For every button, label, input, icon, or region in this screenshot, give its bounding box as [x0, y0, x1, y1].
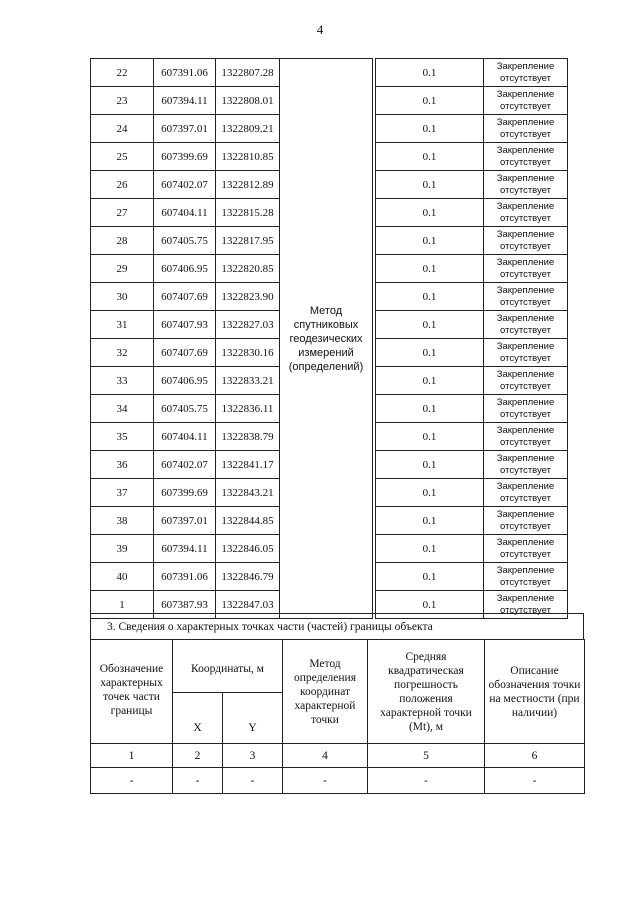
point-accuracy: 0.1: [376, 591, 484, 619]
point-accuracy: 0.1: [376, 395, 484, 423]
point-y: 1322808.01: [216, 87, 280, 115]
fixing-line-2: отсутствует: [500, 324, 551, 336]
fixing-line-1: Закрепление: [496, 228, 555, 240]
point-number: 35: [91, 423, 154, 451]
point-x: 607394.11: [154, 87, 216, 115]
fixing-line-1: Закрепление: [496, 60, 555, 72]
col-number-2: 2: [173, 744, 223, 768]
header-y: Y: [223, 693, 283, 744]
header-accuracy: Средняя квадратическая погрешность положения характерной точки (Mt), м: [368, 640, 485, 744]
header-description: Описание обозначения точки на местности (при наличии): [485, 640, 585, 744]
point-number: 32: [91, 339, 154, 367]
fixing-line-2: отсутствует: [500, 128, 551, 140]
point-x: 607391.06: [154, 59, 216, 87]
point-fixing: [484, 507, 568, 535]
fixing-line-1: Закрепление: [496, 340, 555, 352]
point-x: 607399.69: [154, 143, 216, 171]
point-x: 607407.69: [154, 283, 216, 311]
point-y: 1322807.28: [216, 59, 280, 87]
point-y: 1322820.85: [216, 255, 280, 283]
point-x: 607399.69: [154, 479, 216, 507]
point-number: 1: [91, 591, 154, 619]
point-number: 24: [91, 115, 154, 143]
point-x: 607397.01: [154, 507, 216, 535]
point-accuracy: 0.1: [376, 199, 484, 227]
point-y: 1322836.11: [216, 395, 280, 423]
point-fixing: [484, 423, 568, 451]
point-number: 36: [91, 451, 154, 479]
point-accuracy: 0.1: [376, 255, 484, 283]
fixing-line-2: отсутствует: [500, 296, 551, 308]
point-number: 25: [91, 143, 154, 171]
point-number: 39: [91, 535, 154, 563]
point-fixing: [484, 479, 568, 507]
fixing-line-2: отсутствует: [500, 352, 551, 364]
col-number-4: 4: [283, 744, 368, 768]
point-y: 1322809.21: [216, 115, 280, 143]
fixing-line-2: отсутствует: [500, 212, 551, 224]
point-number: 29: [91, 255, 154, 283]
point-x: 607406.95: [154, 255, 216, 283]
point-accuracy: 0.1: [376, 535, 484, 563]
col-number-6: 6: [485, 744, 585, 768]
point-x: 607402.07: [154, 451, 216, 479]
header-x: X: [173, 693, 223, 744]
fixing-line-2: отсутствует: [500, 184, 551, 196]
header-coordinates: Координаты, м: [173, 640, 283, 693]
empty-cell-3: -: [223, 768, 283, 794]
point-fixing: [484, 199, 568, 227]
fixing-line-1: Закрепление: [496, 424, 555, 436]
coordinates-table: [90, 58, 568, 619]
fixing-line-1: Закрепление: [496, 452, 555, 464]
point-fixing: [484, 563, 568, 591]
header-method: Метод определения координат характерной точки: [283, 640, 368, 744]
fixing-line-2: отсутствует: [500, 520, 551, 532]
point-number: 37: [91, 479, 154, 507]
empty-cell-5: -: [368, 768, 485, 794]
fixing-line-1: Закрепление: [496, 172, 555, 184]
fixing-line-1: Закрепление: [496, 536, 555, 548]
point-accuracy: 0.1: [376, 479, 484, 507]
point-x: 607407.93: [154, 311, 216, 339]
point-fixing: [484, 367, 568, 395]
point-number: 40: [91, 563, 154, 591]
fixing-line-1: Закрепление: [496, 508, 555, 520]
point-number: 33: [91, 367, 154, 395]
header-designation: Обозначение характерных точек части границы: [91, 640, 173, 744]
col-number-1: 1: [91, 744, 173, 768]
fixing-line-1: Закрепление: [496, 396, 555, 408]
col-number-3: 3: [223, 744, 283, 768]
point-y: 1322833.21: [216, 367, 280, 395]
fixing-line-1: Закрепление: [496, 256, 555, 268]
point-y: 1322810.85: [216, 143, 280, 171]
point-x: 607405.75: [154, 395, 216, 423]
point-accuracy: 0.1: [376, 115, 484, 143]
parts-points-table: [90, 639, 585, 794]
point-fixing: [484, 255, 568, 283]
fixing-line-1: Закрепление: [496, 88, 555, 100]
empty-cell-6: -: [485, 768, 585, 794]
point-x: 607404.11: [154, 423, 216, 451]
point-number: 38: [91, 507, 154, 535]
empty-cell-1: -: [91, 768, 173, 794]
fixing-line-2: отсутствует: [500, 408, 551, 420]
point-accuracy: 0.1: [376, 227, 484, 255]
fixing-line-2: отсутствует: [500, 548, 551, 560]
fixing-line-1: Закрепление: [496, 368, 555, 380]
fixing-line-1: Закрепление: [496, 480, 555, 492]
point-accuracy: 0.1: [376, 171, 484, 199]
point-accuracy: 0.1: [376, 423, 484, 451]
point-fixing: [484, 59, 568, 87]
section-3-title: 3. Сведения о характерных точках части (частей) границы объекта: [90, 613, 584, 639]
point-fixing: [484, 227, 568, 255]
fixing-line-1: Закрепление: [496, 284, 555, 296]
point-accuracy: 0.1: [376, 87, 484, 115]
fixing-line-1: Закрепление: [496, 144, 555, 156]
point-y: 1322846.05: [216, 535, 280, 563]
point-x: 607387.93: [154, 591, 216, 619]
method-cell: Метод спутниковых геодезических измерений (определений): [280, 59, 373, 619]
point-y: 1322844.85: [216, 507, 280, 535]
point-number: 22: [91, 59, 154, 87]
point-fixing: [484, 143, 568, 171]
point-y: 1322838.79: [216, 423, 280, 451]
point-number: 28: [91, 227, 154, 255]
fixing-line-2: отсутствует: [500, 464, 551, 476]
fixing-line-2: отсутствует: [500, 492, 551, 504]
fixing-line-2: отсутствует: [500, 268, 551, 280]
point-fixing: [484, 535, 568, 563]
fixing-line-1: Закрепление: [496, 312, 555, 324]
point-y: 1322841.17: [216, 451, 280, 479]
point-x: 607391.06: [154, 563, 216, 591]
point-accuracy: 0.1: [376, 451, 484, 479]
page-number: 4: [316, 22, 324, 37]
point-y: 1322846.79: [216, 563, 280, 591]
point-x: 607404.11: [154, 199, 216, 227]
point-y: 1322827.03: [216, 311, 280, 339]
point-y: 1322817.95: [216, 227, 280, 255]
fixing-line-2: отсутствует: [500, 156, 551, 168]
point-x: 607397.01: [154, 115, 216, 143]
point-x: 607407.69: [154, 339, 216, 367]
point-fixing: [484, 87, 568, 115]
col-number-5: 5: [368, 744, 485, 768]
point-fixing: [484, 451, 568, 479]
point-x: 607402.07: [154, 171, 216, 199]
point-y: 1322830.16: [216, 339, 280, 367]
point-number: 27: [91, 199, 154, 227]
point-y: 1322815.28: [216, 199, 280, 227]
point-accuracy: 0.1: [376, 507, 484, 535]
point-accuracy: 0.1: [376, 311, 484, 339]
fixing-line-1: Закрепление: [496, 564, 555, 576]
point-x: 607406.95: [154, 367, 216, 395]
point-fixing: [484, 283, 568, 311]
point-fixing: [484, 395, 568, 423]
fixing-line-2: отсутствует: [500, 436, 551, 448]
point-number: 34: [91, 395, 154, 423]
point-fixing: [484, 115, 568, 143]
point-x: 607405.75: [154, 227, 216, 255]
fixing-line-2: отсутствует: [500, 100, 551, 112]
point-number: 23: [91, 87, 154, 115]
point-fixing: [484, 339, 568, 367]
fixing-line-2: отсутствует: [500, 576, 551, 588]
table-row: [91, 59, 568, 87]
point-y: 1322847.03: [216, 591, 280, 619]
point-fixing: [484, 171, 568, 199]
fixing-line-2: отсутствует: [500, 240, 551, 252]
fixing-line-1: Закрепление: [496, 592, 555, 604]
point-number: 26: [91, 171, 154, 199]
empty-cell-4: -: [283, 768, 368, 794]
point-fixing: [484, 311, 568, 339]
point-number: 31: [91, 311, 154, 339]
fixing-line-2: отсутствует: [500, 604, 551, 616]
point-accuracy: 0.1: [376, 339, 484, 367]
point-number: 30: [91, 283, 154, 311]
empty-cell-2: -: [173, 768, 223, 794]
point-accuracy: 0.1: [376, 283, 484, 311]
fixing-line-2: отсутствует: [500, 72, 551, 84]
point-y: 1322812.89: [216, 171, 280, 199]
point-y: 1322823.90: [216, 283, 280, 311]
point-y: 1322843.21: [216, 479, 280, 507]
fixing-line-1: Закрепление: [496, 116, 555, 128]
fixing-line-1: Закрепление: [496, 200, 555, 212]
point-accuracy: 0.1: [376, 563, 484, 591]
point-x: 607394.11: [154, 535, 216, 563]
point-accuracy: 0.1: [376, 59, 484, 87]
point-accuracy: 0.1: [376, 143, 484, 171]
fixing-line-2: отсутствует: [500, 380, 551, 392]
point-accuracy: 0.1: [376, 367, 484, 395]
